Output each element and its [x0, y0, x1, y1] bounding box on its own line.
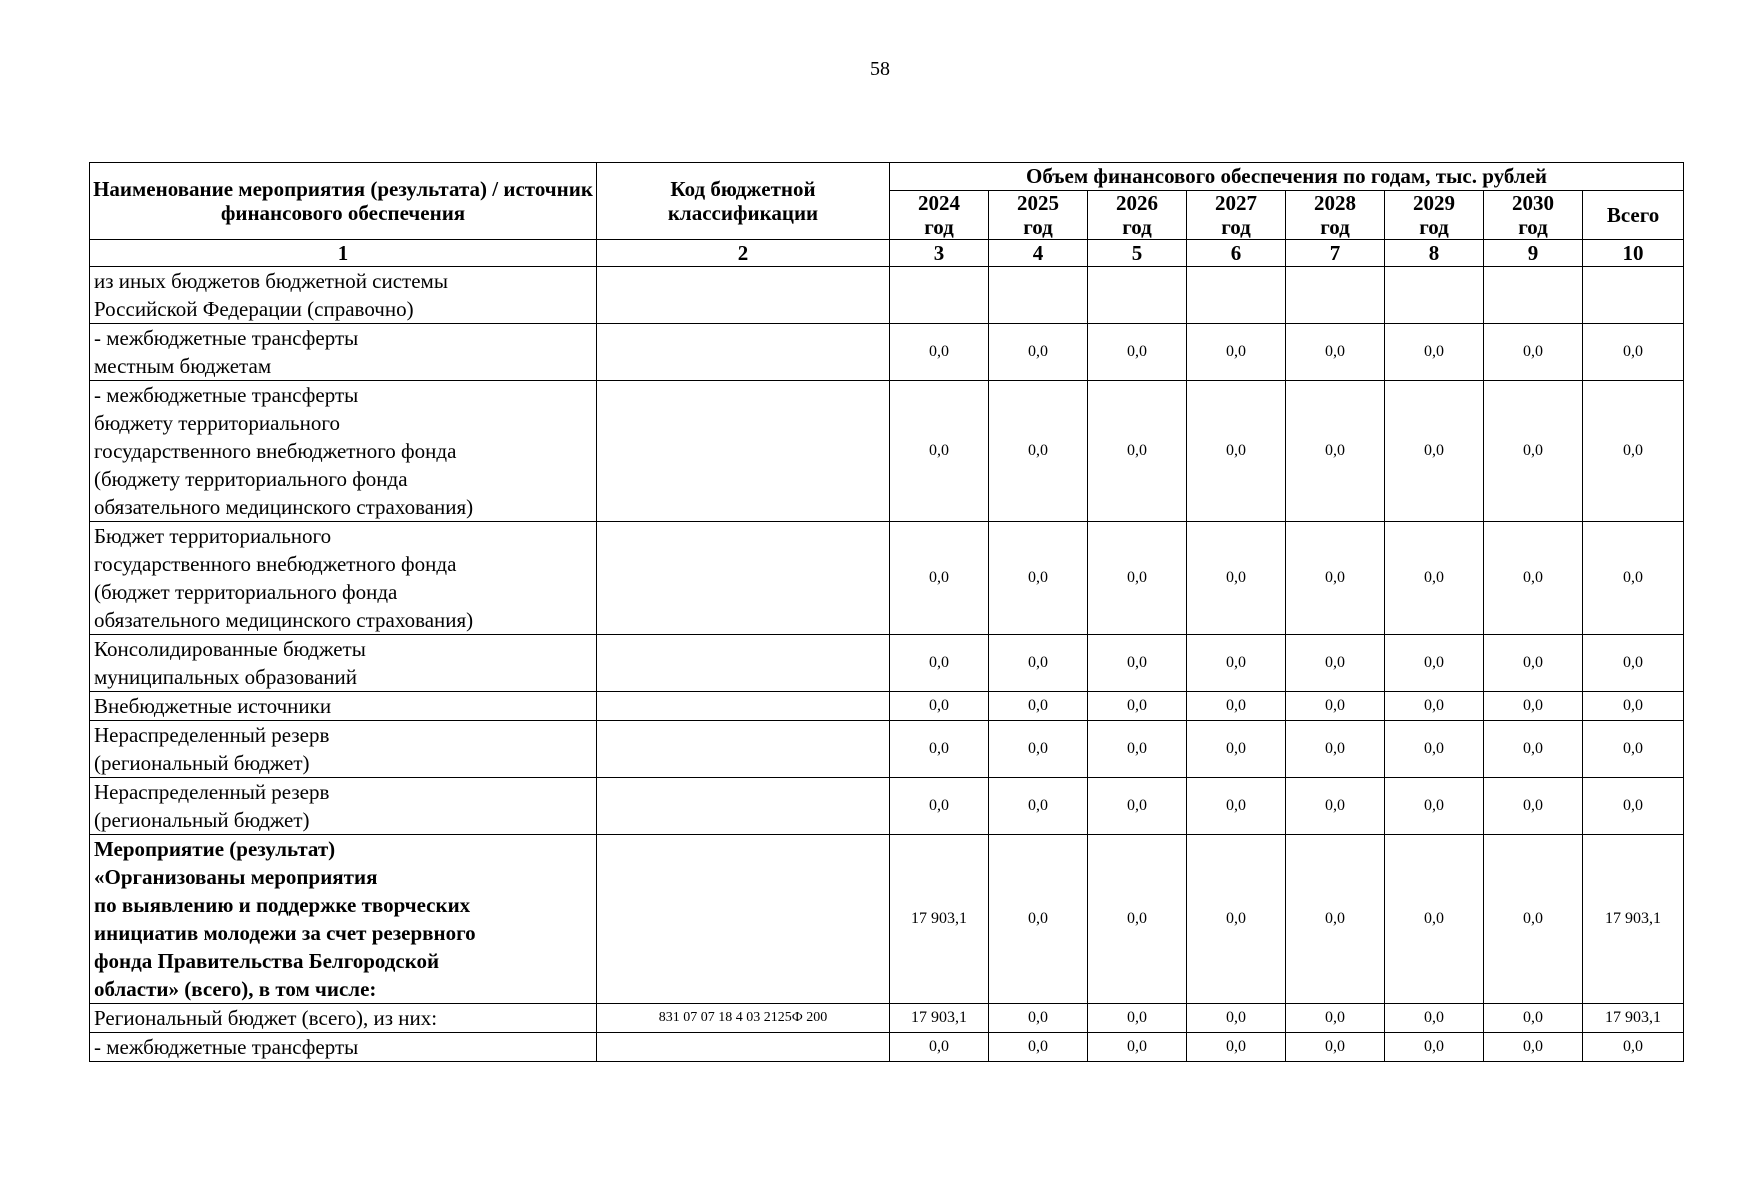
row-year-value: 0,0	[1484, 778, 1583, 835]
row-year-value: 0,0	[1484, 721, 1583, 778]
row-total-value: 0,0	[1583, 381, 1684, 522]
row-year-value: 0,0	[1385, 721, 1484, 778]
row-year-value: 0,0	[890, 1033, 989, 1062]
row-name: - межбюджетные трансферты	[90, 1033, 597, 1062]
row-code	[597, 1033, 890, 1062]
row-name: Нераспределенный резерв (региональный бюджет)	[90, 778, 597, 835]
row-total-value: 17 903,1	[1583, 835, 1684, 1004]
row-year-value	[1385, 267, 1484, 324]
row-total-value: 17 903,1	[1583, 1004, 1684, 1033]
row-year-value	[1484, 267, 1583, 324]
row-total-value: 0,0	[1583, 778, 1684, 835]
table-row	[90, 692, 1684, 721]
row-name: - межбюджетные трансферты бюджету территориального государственного внебюджетного фонда (бюджету территориального фонда обязательного медицинского страхования)	[90, 381, 597, 522]
table-row	[90, 1004, 1684, 1033]
financing-table	[89, 162, 1684, 1062]
row-code	[597, 721, 890, 778]
table-row	[90, 267, 1684, 324]
row-year-value: 0,0	[1187, 835, 1286, 1004]
row-year-value: 0,0	[1286, 324, 1385, 381]
table-row	[90, 721, 1684, 778]
row-code	[597, 778, 890, 835]
row-year-value: 0,0	[989, 635, 1088, 692]
row-year-value: 0,0	[890, 381, 989, 522]
row-year-value: 0,0	[1187, 324, 1286, 381]
header-year: 2028 год	[1286, 191, 1385, 240]
header-year: 2030 год	[1484, 191, 1583, 240]
column-number: 6	[1187, 240, 1286, 267]
row-year-value: 0,0	[1187, 381, 1286, 522]
row-year-value: 0,0	[1484, 324, 1583, 381]
row-total-value: 0,0	[1583, 324, 1684, 381]
row-year-value: 0,0	[1187, 1033, 1286, 1062]
table-row	[90, 324, 1684, 381]
row-year-value: 0,0	[989, 692, 1088, 721]
row-year-value: 0,0	[1484, 835, 1583, 1004]
row-year-value: 0,0	[1484, 522, 1583, 635]
row-year-value: 0,0	[1088, 1033, 1187, 1062]
row-year-value	[989, 267, 1088, 324]
header-code-column: Код бюджетной классификации	[597, 163, 890, 240]
table-row	[90, 835, 1684, 1004]
row-year-value: 0,0	[1088, 324, 1187, 381]
row-code	[597, 635, 890, 692]
column-number: 7	[1286, 240, 1385, 267]
row-year-value: 0,0	[989, 721, 1088, 778]
column-number: 5	[1088, 240, 1187, 267]
table-row	[90, 1033, 1684, 1062]
header-year: 2024 год	[890, 191, 989, 240]
row-code: 831 07 07 18 4 03 2125Ф 200	[597, 1004, 890, 1033]
row-year-value	[1187, 267, 1286, 324]
row-year-value: 0,0	[1286, 381, 1385, 522]
header-year: 2027 год	[1187, 191, 1286, 240]
row-year-value	[890, 267, 989, 324]
column-number: 10	[1583, 240, 1684, 267]
row-year-value: 0,0	[1088, 381, 1187, 522]
header-volume-group: Объем финансового обеспечения по годам, тыс. рублей	[890, 163, 1684, 191]
row-year-value: 0,0	[1088, 635, 1187, 692]
row-total-value: 0,0	[1583, 721, 1684, 778]
row-year-value: 0,0	[1088, 692, 1187, 721]
row-year-value: 0,0	[1484, 1033, 1583, 1062]
row-year-value: 0,0	[890, 635, 989, 692]
row-total-value	[1583, 267, 1684, 324]
row-name: Нераспределенный резерв (региональный бюджет)	[90, 721, 597, 778]
row-year-value: 0,0	[1286, 522, 1385, 635]
row-year-value: 0,0	[1088, 721, 1187, 778]
row-year-value: 0,0	[1286, 835, 1385, 1004]
row-year-value: 0,0	[1385, 778, 1484, 835]
table-row	[90, 522, 1684, 635]
row-year-value: 0,0	[1385, 324, 1484, 381]
row-name: Бюджет территориального государственного внебюджетного фонда (бюджет территориального фонда обязательного медицинского страхования)	[90, 522, 597, 635]
row-code	[597, 692, 890, 721]
row-year-value: 0,0	[1088, 778, 1187, 835]
row-year-value: 0,0	[1187, 778, 1286, 835]
row-code	[597, 324, 890, 381]
row-year-value: 0,0	[989, 522, 1088, 635]
row-total-value: 0,0	[1583, 1033, 1684, 1062]
row-name: Мероприятие (результат) «Организованы мероприятия по выявлению и поддержке творческих инициатив молодежи за счет резервного фонда Правительства Белгородской области» (всего), в том числе:	[90, 835, 597, 1004]
row-year-value: 0,0	[1187, 522, 1286, 635]
column-number: 4	[989, 240, 1088, 267]
row-year-value: 0,0	[1187, 1004, 1286, 1033]
row-total-value: 0,0	[1583, 692, 1684, 721]
row-year-value: 0,0	[1385, 692, 1484, 721]
row-code	[597, 381, 890, 522]
row-year-value: 0,0	[1385, 381, 1484, 522]
column-number: 1	[90, 240, 597, 267]
row-year-value: 0,0	[1088, 522, 1187, 635]
row-year-value: 0,0	[989, 778, 1088, 835]
row-name: из иных бюджетов бюджетной системы Российской Федерации (справочно)	[90, 267, 597, 324]
row-year-value: 0,0	[1286, 778, 1385, 835]
row-name: Внебюджетные источники	[90, 692, 597, 721]
row-code	[597, 835, 890, 1004]
row-year-value: 0,0	[1286, 1033, 1385, 1062]
row-year-value: 0,0	[1187, 635, 1286, 692]
header-year: 2029 год	[1385, 191, 1484, 240]
header-total: Всего	[1583, 191, 1684, 240]
row-year-value: 0,0	[1286, 721, 1385, 778]
row-year-value: 0,0	[890, 721, 989, 778]
row-name: - межбюджетные трансферты местным бюджетам	[90, 324, 597, 381]
row-name: Региональный бюджет (всего), из них:	[90, 1004, 597, 1033]
row-year-value: 0,0	[989, 1004, 1088, 1033]
row-year-value: 0,0	[1484, 635, 1583, 692]
row-year-value: 0,0	[1088, 1004, 1187, 1033]
row-year-value: 0,0	[1484, 381, 1583, 522]
column-number: 2	[597, 240, 890, 267]
row-year-value: 0,0	[890, 778, 989, 835]
row-year-value: 0,0	[1385, 835, 1484, 1004]
row-year-value: 0,0	[1385, 522, 1484, 635]
row-year-value: 0,0	[989, 835, 1088, 1004]
column-number: 9	[1484, 240, 1583, 267]
row-year-value: 0,0	[1286, 635, 1385, 692]
row-year-value	[1286, 267, 1385, 324]
table-row	[90, 778, 1684, 835]
row-total-value: 0,0	[1583, 522, 1684, 635]
column-number: 8	[1385, 240, 1484, 267]
row-year-value: 0,0	[1286, 1004, 1385, 1033]
row-year-value: 0,0	[1484, 1004, 1583, 1033]
row-total-value: 0,0	[1583, 635, 1684, 692]
row-year-value: 17 903,1	[890, 1004, 989, 1033]
row-year-value: 0,0	[1286, 692, 1385, 721]
row-year-value: 0,0	[1385, 1033, 1484, 1062]
row-code	[597, 522, 890, 635]
table-row	[90, 381, 1684, 522]
row-year-value: 0,0	[989, 381, 1088, 522]
row-year-value: 17 903,1	[890, 835, 989, 1004]
column-number: 3	[890, 240, 989, 267]
table-body	[90, 267, 1684, 1062]
row-year-value: 0,0	[989, 324, 1088, 381]
row-year-value: 0,0	[1187, 692, 1286, 721]
row-year-value: 0,0	[1088, 835, 1187, 1004]
page-number: 58	[870, 58, 890, 80]
table-row	[90, 635, 1684, 692]
row-code	[597, 267, 890, 324]
row-year-value: 0,0	[1484, 692, 1583, 721]
row-year-value: 0,0	[1385, 1004, 1484, 1033]
row-year-value: 0,0	[890, 324, 989, 381]
row-year-value: 0,0	[989, 1033, 1088, 1062]
header-year: 2026 год	[1088, 191, 1187, 240]
row-year-value	[1088, 267, 1187, 324]
row-year-value: 0,0	[890, 692, 989, 721]
row-year-value: 0,0	[1385, 635, 1484, 692]
row-year-value: 0,0	[1187, 721, 1286, 778]
row-name: Консолидированные бюджеты муниципальных образований	[90, 635, 597, 692]
header-year: 2025 год	[989, 191, 1088, 240]
row-year-value: 0,0	[890, 522, 989, 635]
header-name-column: Наименование мероприятия (результата) / источник финансового обеспечения	[90, 163, 597, 240]
